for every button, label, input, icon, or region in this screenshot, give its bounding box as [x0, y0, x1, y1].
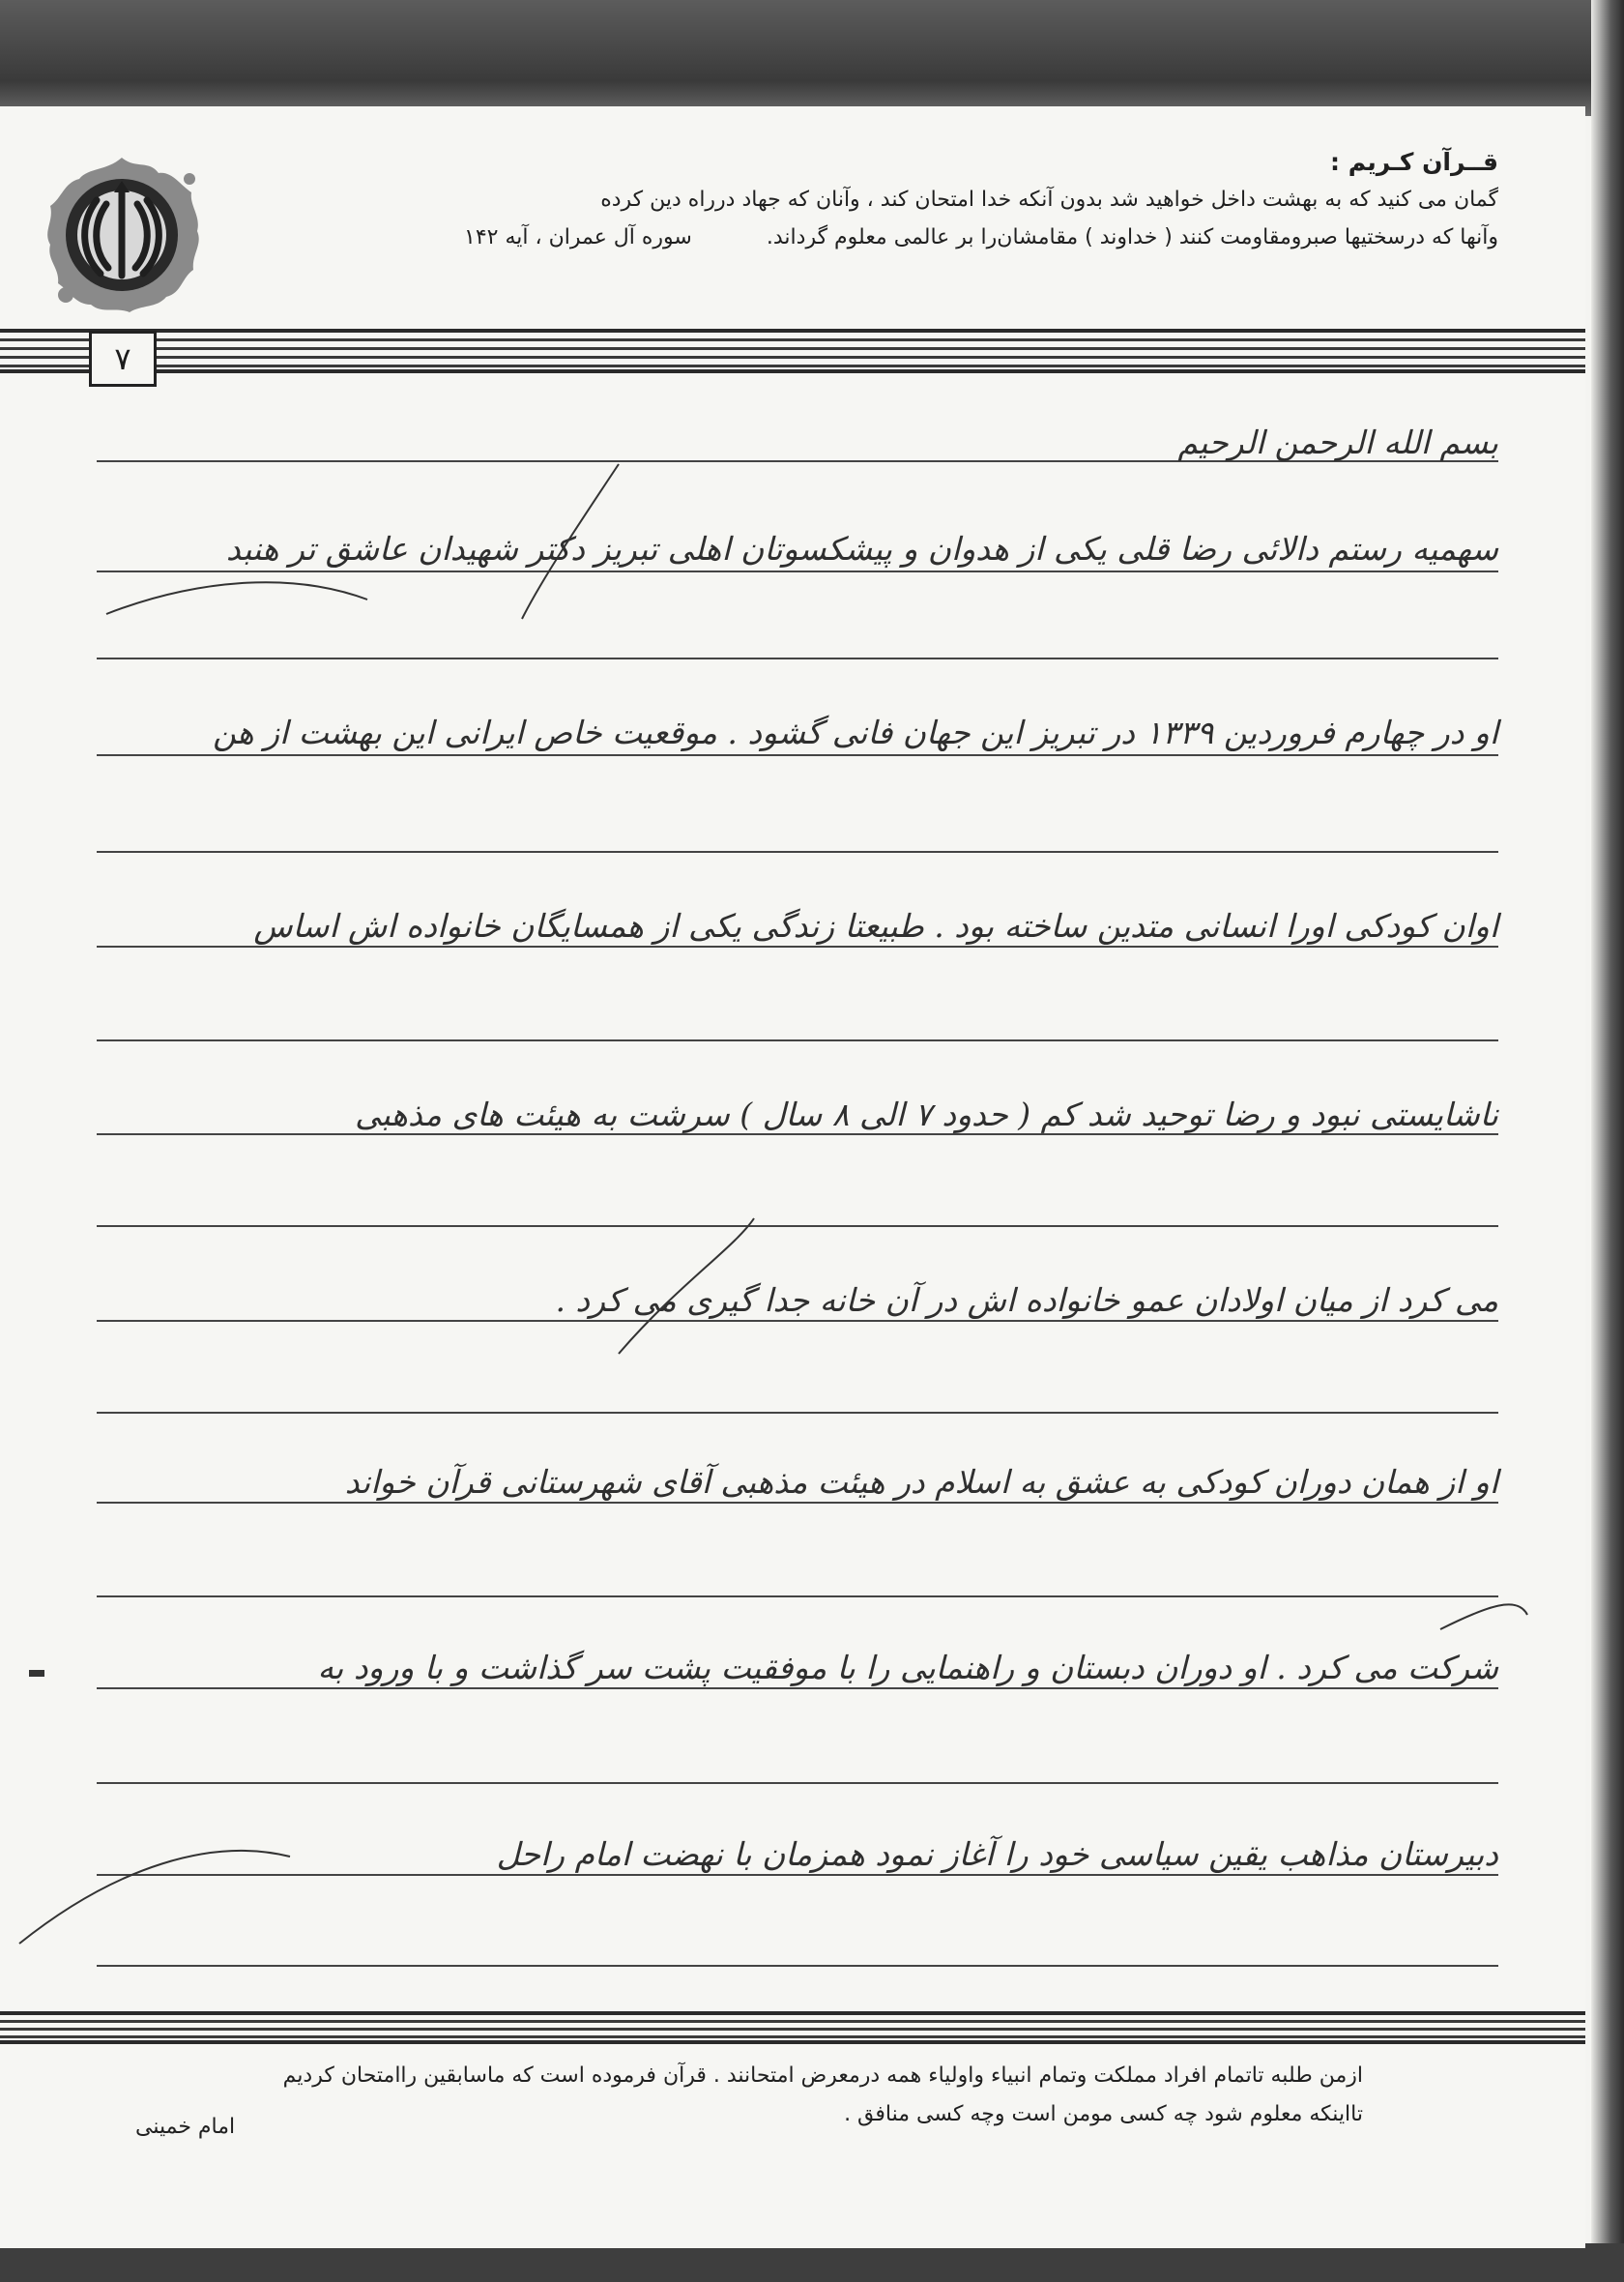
verse-reference-text: سوره آل عمران ، آیه ۱۴۲ [464, 225, 692, 249]
quran-label: قــرآن کـریم : [1330, 148, 1498, 176]
ruled-line [97, 946, 1498, 948]
scan-border-bottom [0, 2243, 1624, 2282]
iran-emblem-icon [37, 150, 206, 319]
footer-rule [0, 2011, 1585, 2044]
ruled-line [97, 1039, 1498, 1041]
handwritten-line: او در چهارم فروردین ۱۳۳۹ در تبریز این جهان فانی گشود . موقعیت خاص ایرانی این بهشت از هن [213, 714, 1498, 751]
handwritten-line: می کرد از میان اولادان عمو خانواده اش در آن خانه جدا گیری می کرد . [555, 1281, 1498, 1319]
footer-quote-line-1: ازمن طلبه تاتمام افراد مملکت وتمام انبیاء واولیاء همه درمعرض امتحانند . قرآن فرموده است که ماسابقین راامتحان کردیم [282, 2063, 1363, 2088]
page-number: ۷ [89, 331, 157, 387]
ruled-line [97, 1874, 1498, 1876]
header-rule [0, 329, 1585, 373]
quran-verse-block [309, 143, 1498, 256]
handwritten-line: ناشایستی نبود و رضا توحید شد کم ( حدود ۷ الی ۸ سال ) سرشت به هیئت های مذهبی [355, 1096, 1498, 1133]
ruled-line [97, 754, 1498, 756]
handwritten-line: او از همان دوران کودکی به عشق به اسلام در هیئت مذهبی آقای شهرستانی قرآن خواند [344, 1463, 1498, 1501]
footer-quote-line-2: تااینکه معلوم شود چه کسی مومن است وچه کسی منافق . [844, 2102, 1363, 2126]
ruled-line [97, 570, 1498, 572]
ruled-line [97, 658, 1498, 659]
ruled-line [97, 1133, 1498, 1135]
ruled-line [97, 1412, 1498, 1414]
ruled-line [97, 1225, 1498, 1227]
verse-line-2-text: وآنها که درسختیها صبرومقاومت کنند ( خداوند ) مقامشان‌را بر عالمی معلوم گرداند. [766, 225, 1498, 249]
scan-border-right [1591, 0, 1624, 2282]
ruled-line [97, 1502, 1498, 1504]
handwritten-line: سهمیه رستم دالائی رضا قلی یکی از هدوان و پیشکسوتان اهلی تبریز دکتر شهیدان عاشق تر هنبد [225, 530, 1498, 568]
handwritten-line: شرکت می کرد . او دوران دبستان و راهنمایی را با موفقیت پشت سر گذاشت و با ورود به [317, 1649, 1498, 1686]
scan-border-top [0, 0, 1624, 116]
handwritten-line: دبیرستان مذاهب یقین سیاسی خود را آغاز نمود همزمان با نهضت امام راحل [496, 1835, 1498, 1873]
handwritten-line: بسم الله الرحمن الرحیم [1177, 424, 1498, 461]
ruled-line [97, 1965, 1498, 1967]
ruled-line [97, 1687, 1498, 1689]
handwritten-line: اوان کودکی اورا انسانی متدین ساخته بود . طبیعتا زندگی یکی از همسایگان خانواده اش اساس [253, 907, 1498, 945]
footer-quote [174, 2057, 1363, 2134]
stray-mark [29, 1670, 44, 1677]
footer-author: امام خمینی [135, 2115, 236, 2139]
verse-line-1: گمان می کنید که به بهشت داخل خواهید شد بدون آنکه خدا امتحان کند ، وآنان که جهاد درراه دین کرده [600, 188, 1498, 212]
ruled-line [97, 1595, 1498, 1597]
ruled-line [97, 1320, 1498, 1322]
ruled-line [97, 851, 1498, 853]
ruled-line [97, 1782, 1498, 1784]
